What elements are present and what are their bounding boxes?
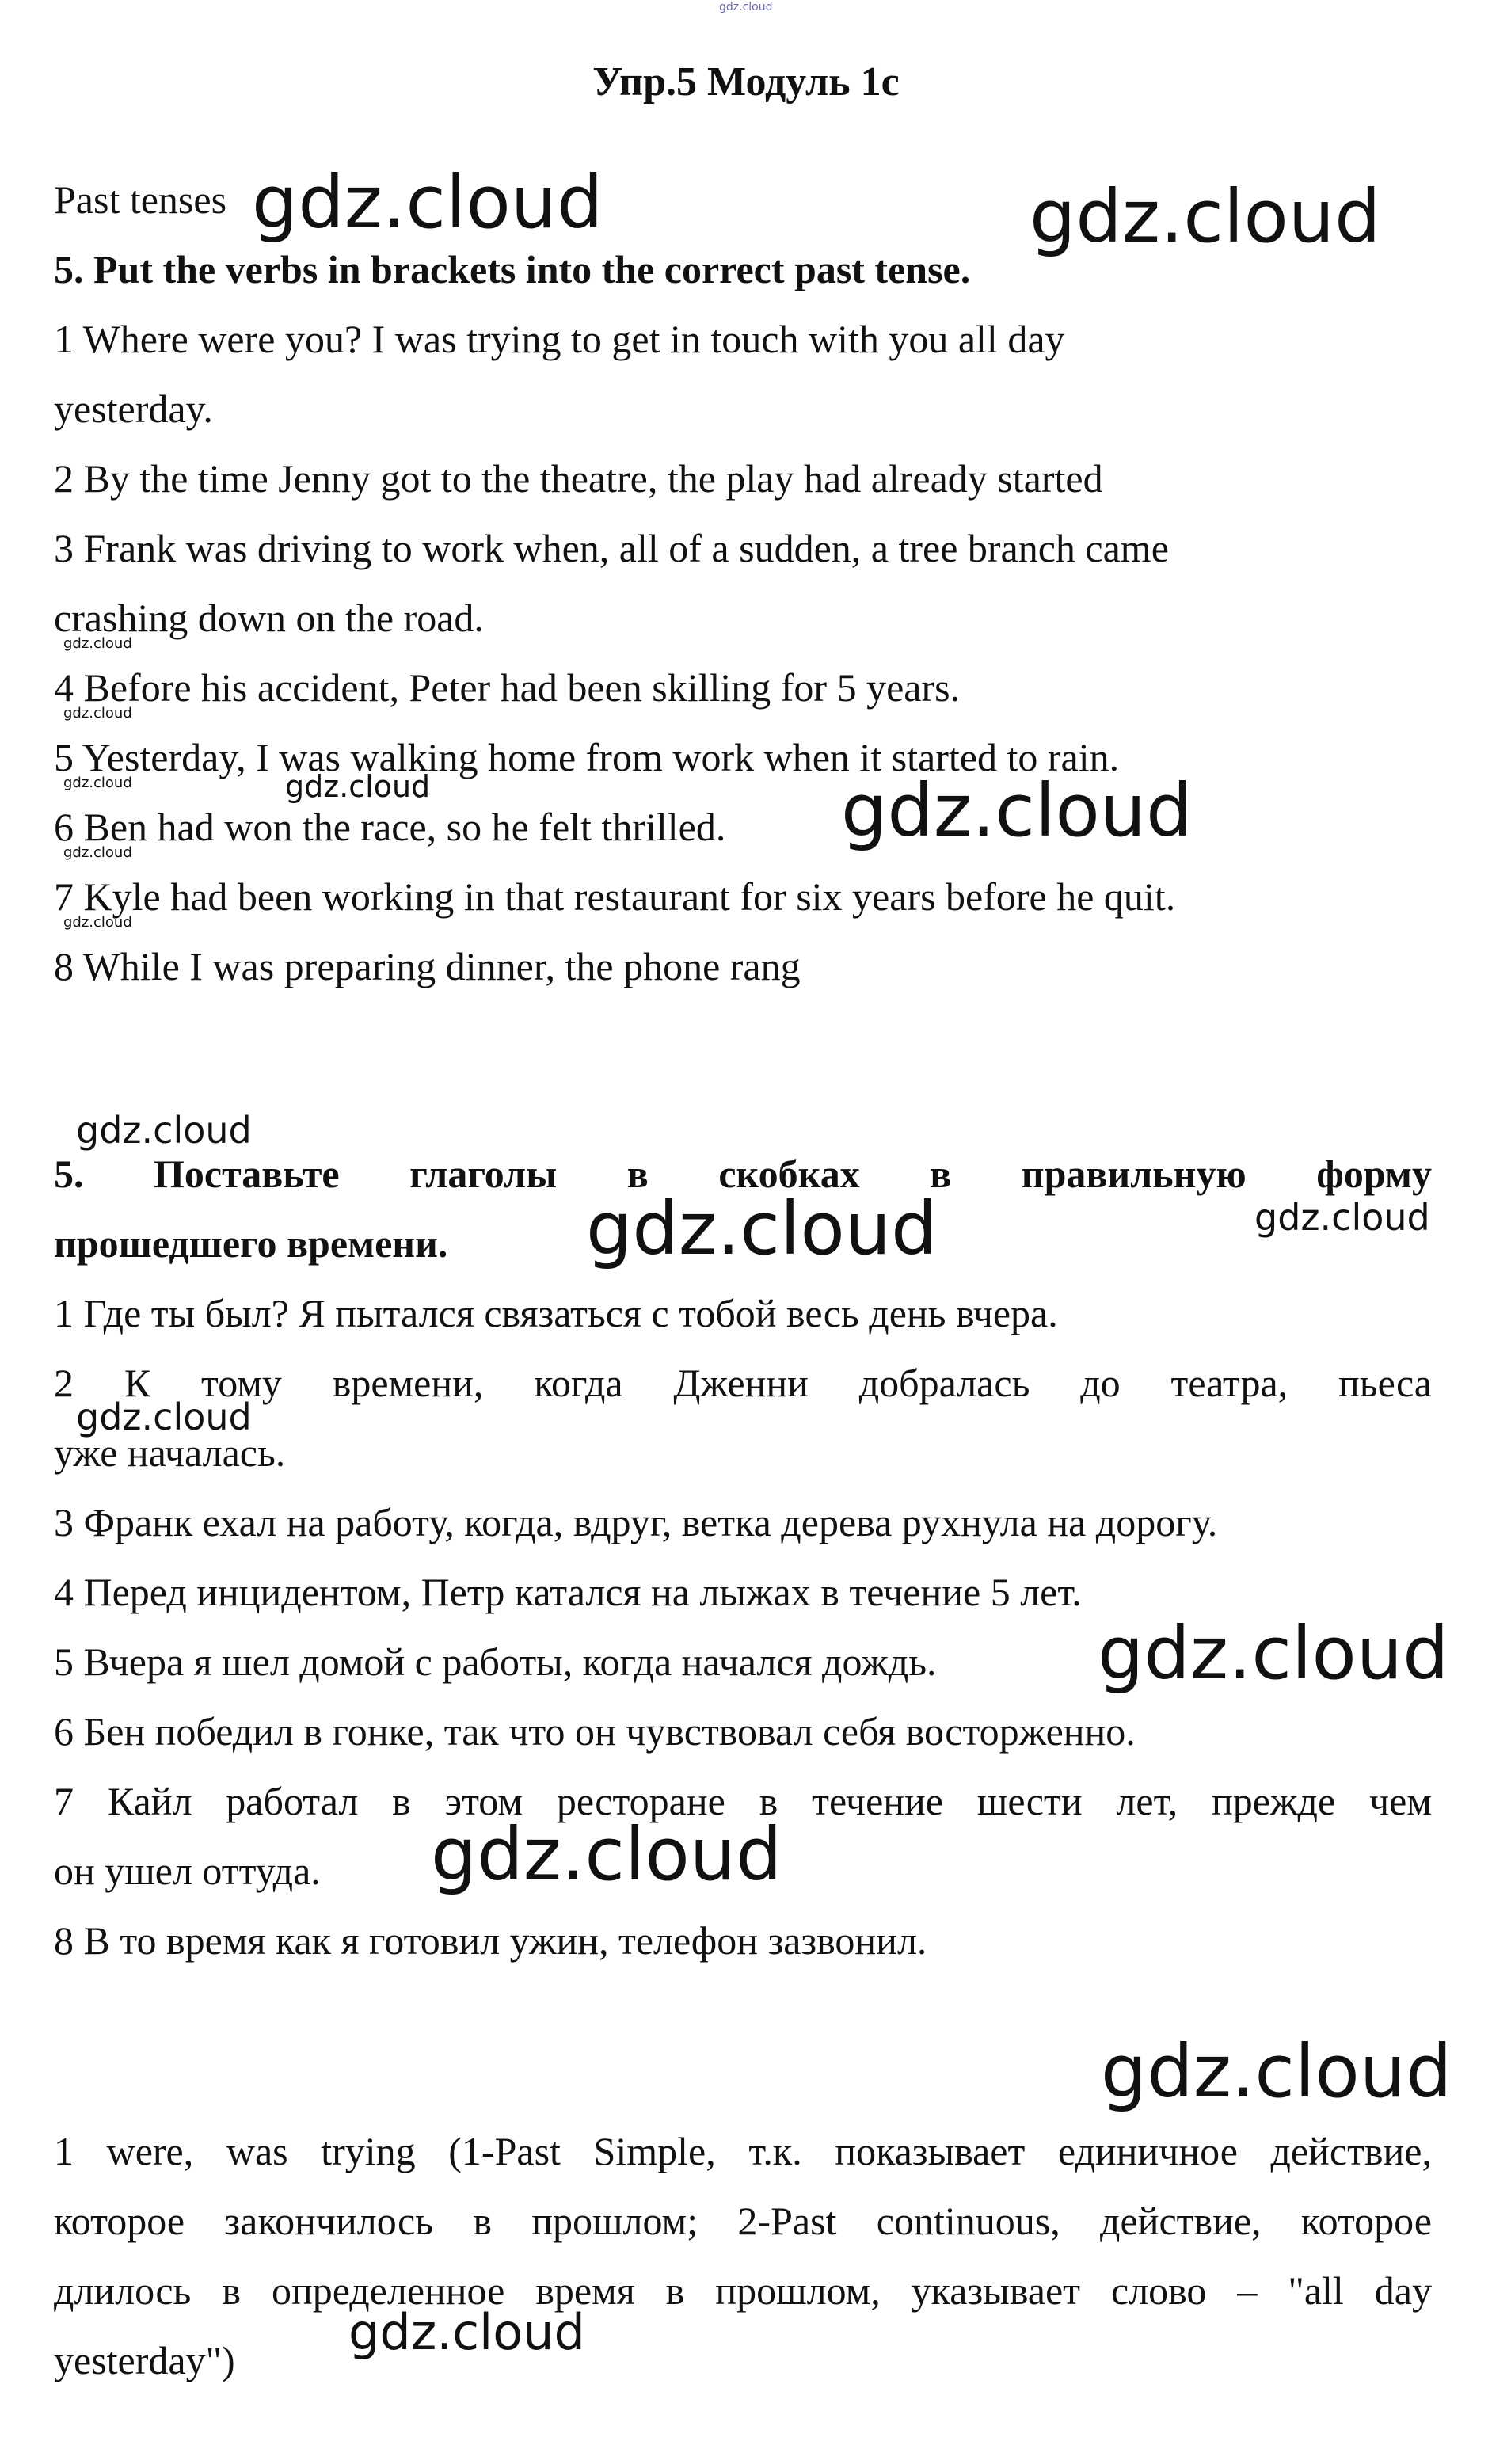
section-heading: Past tenses <box>54 177 227 222</box>
en-line-3-cont: crashing down on the road. <box>54 596 484 640</box>
en-line-5: 5 Yesterday, I was walking home from work when it started to rain. <box>54 735 1120 779</box>
en-line-2: 2 By the time Jenny got to the theatre, the play had already started <box>54 456 1103 501</box>
ru-line-7-cont: он ушел оттуда. <box>54 1849 321 1893</box>
ru-line-1: 1 Где ты был? Я пытался связаться с тобой весь день вчера. <box>54 1291 1058 1335</box>
watermark: gdz.cloud <box>586 1186 938 1271</box>
en-line-4: 4 Before his accident, Peter had been skilling for 5 years. <box>54 665 961 710</box>
en-line-6: 6 Ben had won the race, so he felt thrilled. <box>54 805 726 849</box>
watermark: gdz.cloud <box>1098 1611 1449 1696</box>
watermark: gdz.cloud <box>76 1396 252 1438</box>
top-watermark: gdz.cloud <box>719 1 773 13</box>
en-line-1-cont: yesterday. <box>54 387 213 431</box>
answer-line-4: yesterday") <box>54 2338 235 2382</box>
ru-line-2: 2 К тому времени, когда Дженни добралась до театра, пьеса <box>54 1361 1432 1405</box>
task-heading-ru: 5. Поставьте глаголы в скобках в правильную форму <box>54 1152 1432 1196</box>
watermark: gdz.cloud <box>63 775 132 791</box>
watermark: gdz.cloud <box>1030 174 1381 259</box>
task-heading-en: 5. Put the verbs in brackets into the correct past tense. <box>54 247 971 291</box>
watermark: gdz.cloud <box>63 635 132 652</box>
ru-line-7: 7 Кайл работал в этом ресторане в течение шести лет, прежде чем <box>54 1779 1432 1823</box>
watermark: gdz.cloud <box>431 1812 782 1897</box>
task-heading-ru-cont: прошедшего времени. <box>54 1221 448 1266</box>
en-line-8: 8 While I was preparing dinner, the phone rang <box>54 944 801 988</box>
ru-line-8: 8 В то время как я готовил ужин, телефон зазвонил. <box>54 1918 927 1963</box>
watermark: gdz.cloud <box>63 705 132 722</box>
watermark: gdz.cloud <box>76 1109 252 1152</box>
ru-line-3: 3 Франк ехал на работу, когда, вдруг, ветка дерева рухнула на дорогу. <box>54 1500 1218 1544</box>
answer-line-2: которое закончилось в прошлом; 2-Past continuous, действие, которое <box>54 2199 1432 2243</box>
watermark: gdz.cloud <box>252 160 603 245</box>
watermark: gdz.cloud <box>63 844 132 861</box>
watermark: gdz.cloud <box>63 914 132 931</box>
watermark: gdz.cloud <box>1254 1196 1430 1239</box>
en-line-1: 1 Where were you? I was trying to get in touch with you all day <box>54 317 1065 361</box>
en-line-3: 3 Frank was driving to work when, all of a sudden, a tree branch came <box>54 526 1169 570</box>
answer-line-1: 1 were, was trying (1-Past Simple, т.к. показывает единичное действие, <box>54 2129 1432 2173</box>
watermark: gdz.cloud <box>841 768 1193 853</box>
watermark: gdz.cloud <box>1101 2029 1452 2114</box>
ru-line-2-cont: уже началась. <box>54 1430 286 1475</box>
answer-line-3: длилось в определенное время в прошлом, указывает слово – "all day <box>54 2268 1432 2313</box>
ru-line-5: 5 Вчера я шел домой с работы, когда начался дождь. <box>54 1639 937 1684</box>
en-line-7: 7 Kyle had been working in that restaurant for six years before he quit. <box>54 874 1176 919</box>
watermark: gdz.cloud <box>285 769 431 804</box>
page-title: Упр.5 Модуль 1с <box>592 59 900 105</box>
ru-line-6: 6 Бен победил в гонке, так что он чувствовал себя восторженно. <box>54 1709 1136 1754</box>
watermark: gdz.cloud <box>348 2303 585 2361</box>
ru-line-4: 4 Перед инцидентом, Петр катался на лыжах в течение 5 лет. <box>54 1570 1082 1614</box>
